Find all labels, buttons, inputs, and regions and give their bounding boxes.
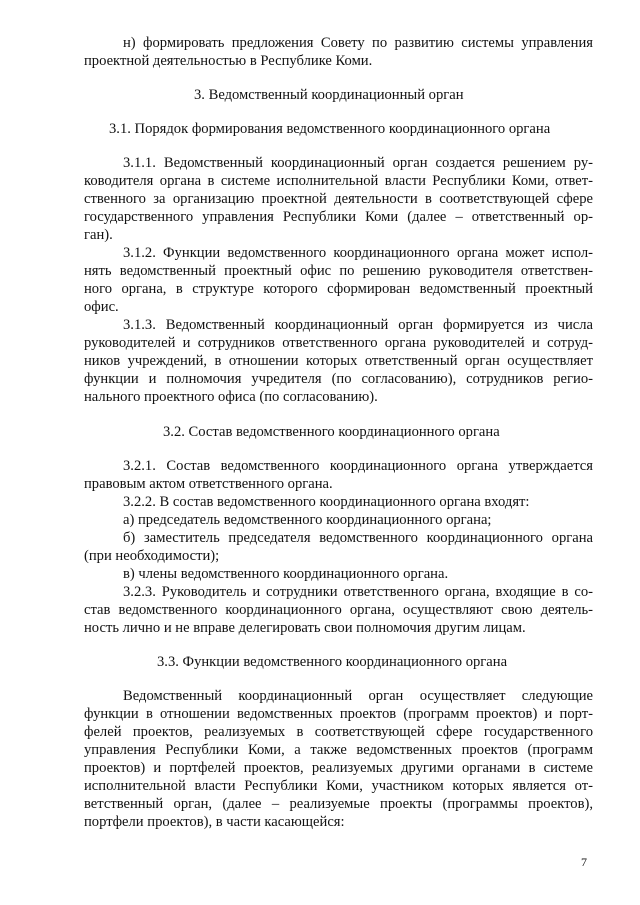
list-item: а) председатель ведомственного координационного органа; — [123, 512, 492, 528]
text-line: фелей проектов, реализуемых в соответствующей сфере государственного — [84, 724, 593, 740]
text-line: 3.1.2. Функции ведомственного координационного органа может испол- — [123, 245, 593, 261]
text-line: 3.1.3. Ведомственный координационный орган формируется из числа — [123, 317, 593, 333]
text-line: ган). — [84, 227, 113, 243]
page-number: 7 — [581, 855, 587, 869]
text-line: 3.2.3. Руководитель и сотрудники ответственного органа, входящие в со- — [123, 584, 593, 600]
text-line: проектной деятельностью в Республике Коми. — [84, 53, 373, 69]
text-line: государственного управления Республики Коми (далее – ответственный ор- — [84, 209, 593, 225]
section-heading: 3. Ведомственный координационный орган — [194, 87, 464, 103]
text-line: 3.2.1. Состав ведомственного координационного органа утверждается — [123, 458, 593, 474]
text-line: став ведомственного координационного органа, осуществляют свою деятель- — [84, 602, 593, 618]
list-item: в) члены ведомственного координационного органа. — [123, 566, 449, 582]
text-line: исполнительной власти Республики Коми, участником которых является от- — [84, 778, 593, 794]
text-line: 3.2.2. В состав ведомственного координационного органа входят: — [123, 494, 530, 510]
subsection-heading: 3.3. Функции ведомственного координационного органа — [157, 654, 508, 670]
text-line: ководителя органа в системе исполнительной власти Республики Коми, ответ- — [84, 173, 593, 189]
text-line: руководителей и сотрудников ответственного органа руководителей и сотруд- — [84, 335, 593, 351]
text-line: ственного за организацию проектной деятельности в соответствующей сфере — [84, 191, 593, 207]
text-line: (при необходимости); — [84, 548, 220, 564]
text-line: ветственный орган, (далее – реализуемые проекты (программы проектов), — [84, 796, 593, 812]
subsection-heading: 3.1. Порядок формирования ведомственного координационного органа — [109, 121, 551, 137]
text-line: офис. — [84, 299, 119, 315]
text-line: ность лично и не вправе делегировать свои полномочия другим лицам. — [84, 620, 526, 636]
text-line: нального проектного офиса (по согласованию). — [84, 389, 378, 405]
text-line: ного органа, в структуре которого сформирован ведомственный проектный — [84, 281, 593, 297]
text-line: 3.1.1. Ведомственный координационный орган создается решением ру- — [123, 155, 593, 171]
text-line: н) формировать предложения Совету по развитию системы управления — [123, 35, 593, 51]
text-line: нять ведомственный проектный офис по решению руководителя ответствен- — [84, 263, 593, 279]
text-line: проектов) и портфелей проектов, реализуемых другими органами в системе — [84, 760, 593, 776]
list-item: б) заместитель председателя ведомственного координационного органа — [123, 530, 593, 546]
text-line: функции и полномочия учредителя (по согласованию), сотрудников регио- — [84, 371, 593, 387]
text-line: Ведомственный координационный орган осуществляет следующие — [123, 688, 593, 704]
subsection-heading: 3.2. Состав ведомственного координационного органа — [163, 424, 500, 440]
text-line: портфели проектов), в части касающейся: — [84, 814, 345, 830]
text-line: управления Республики Коми, а также ведомственных проектов (программ — [84, 742, 593, 758]
text-line: функции в отношении ведомственных проектов (программ проектов) и порт- — [84, 706, 593, 722]
text-line: правовым актом ответственного органа. — [84, 476, 333, 492]
text-line: ников учреждений, в отношении которых ответственный орган осуществляет — [84, 353, 593, 369]
